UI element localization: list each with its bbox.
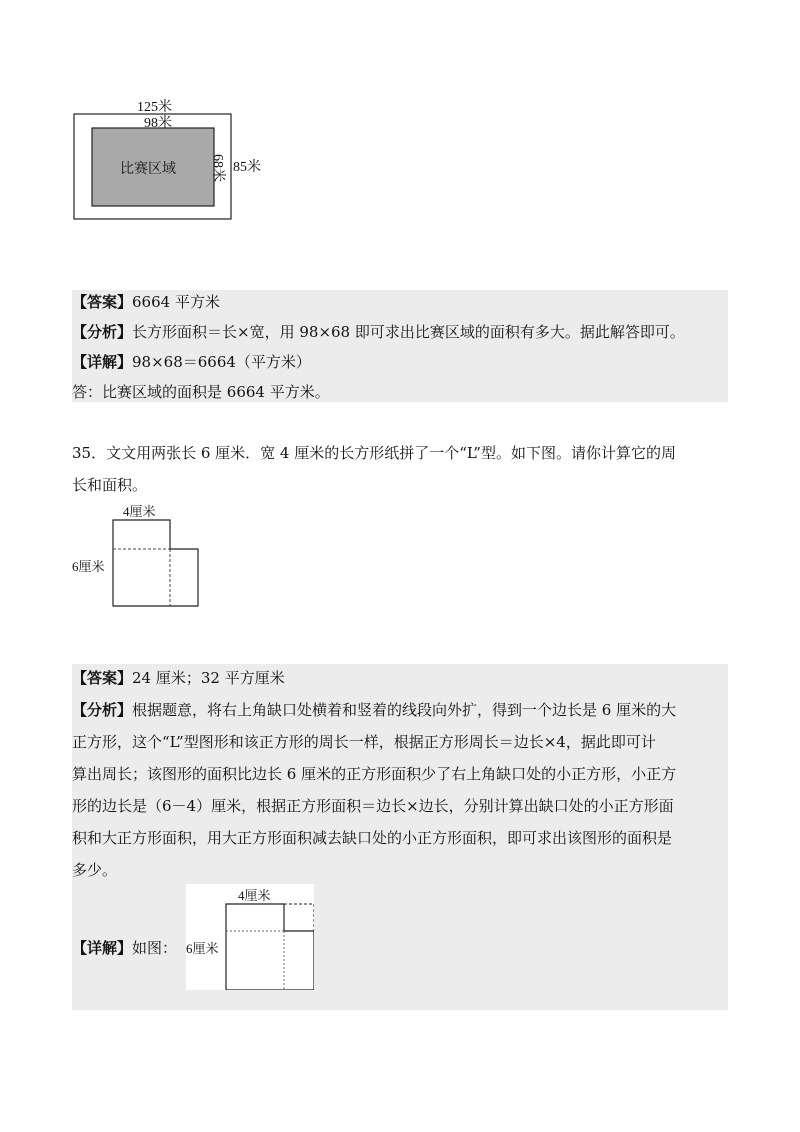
analysis-line xyxy=(72,316,685,348)
detail-text: 98×68＝6664（平方米） xyxy=(132,353,311,371)
analysis-35-line-2: 正方形，这个“L”型图形和该正方形的周长一样，根据正方形周长＝边长×4，据此即可计 xyxy=(72,733,656,751)
detail-35-line xyxy=(72,932,177,964)
answer-35-text: 24 厘米；32 平方厘米 xyxy=(132,669,285,687)
l-shape-side-label: 6厘米 xyxy=(72,559,105,574)
answer-block-35 xyxy=(72,664,728,1010)
detail-top-label: 4厘米 xyxy=(238,888,271,903)
answer-line xyxy=(72,286,220,318)
detail-l-outline xyxy=(226,904,314,990)
detail-side-label: 6厘米 xyxy=(186,941,219,956)
detail-35-text: 如图： xyxy=(132,939,178,957)
analysis-text: 长方形面积＝长×宽，用 98×68 即可求出比赛区域的面积有多大。据此解答即可。 xyxy=(132,323,685,341)
detail-line xyxy=(72,346,311,378)
analysis-tag: 【分析】 xyxy=(72,323,133,341)
analysis-35-line-3: 算出周长；该图形的面积比边长 6 厘米的正方形面积少了右上角缺口处的小正方形，小正方 xyxy=(72,765,677,783)
question-35-line-2: 长和面积。 xyxy=(72,476,148,494)
inner-height-label: 68米 xyxy=(210,154,225,182)
detail-figure xyxy=(186,884,314,990)
l-shape-figure xyxy=(66,500,216,612)
field-figure xyxy=(60,92,280,232)
answer-35-tag: 【答案】 xyxy=(72,669,133,687)
analysis-35-line-4: 形的边长是（6－4）厘米，根据正方形面积＝边长×边长，分别计算出缺口处的小正方形面 xyxy=(72,797,674,815)
answer-text: 6664 平方米 xyxy=(132,293,220,311)
outer-width-label: 125米 xyxy=(137,100,172,115)
detail-tag: 【详解】 xyxy=(72,353,133,371)
outer-height-label: 85米 xyxy=(233,160,261,175)
answer-tag: 【答案】 xyxy=(72,293,133,311)
l-shape-top-label: 4厘米 xyxy=(123,504,156,519)
l-shape-outline xyxy=(113,520,198,606)
analysis-35-line-5: 积和大正方形面积，用大正方形面积减去缺口处的小正方形面积，即可求出该图形的面积是 xyxy=(72,829,673,847)
inner-width-label: 98米 xyxy=(144,116,172,131)
region-label: 比赛区域 xyxy=(120,162,176,177)
question-35-line-1: 35．文文用两张长 6 厘米．宽 4 厘米的长方形纸拼了一个“L”型。如下图。请你计算它的周 xyxy=(72,444,676,462)
analysis-35-tag: 【分析】 xyxy=(72,701,133,719)
analysis-35-text-1: 根据题意，将右上角缺口处横着和竖着的线段向外扩，得到一个边长是 6 厘米的大 xyxy=(132,701,677,719)
answer-block-1 xyxy=(72,290,728,402)
analysis-35-line-6: 多少。 xyxy=(72,861,118,879)
conclusion-line: 答：比赛区域的面积是 6664 平方米。 xyxy=(72,383,330,401)
answer-35-line xyxy=(72,662,285,694)
detail-35-tag: 【详解】 xyxy=(72,939,133,957)
analysis-35-line-1 xyxy=(72,694,676,726)
